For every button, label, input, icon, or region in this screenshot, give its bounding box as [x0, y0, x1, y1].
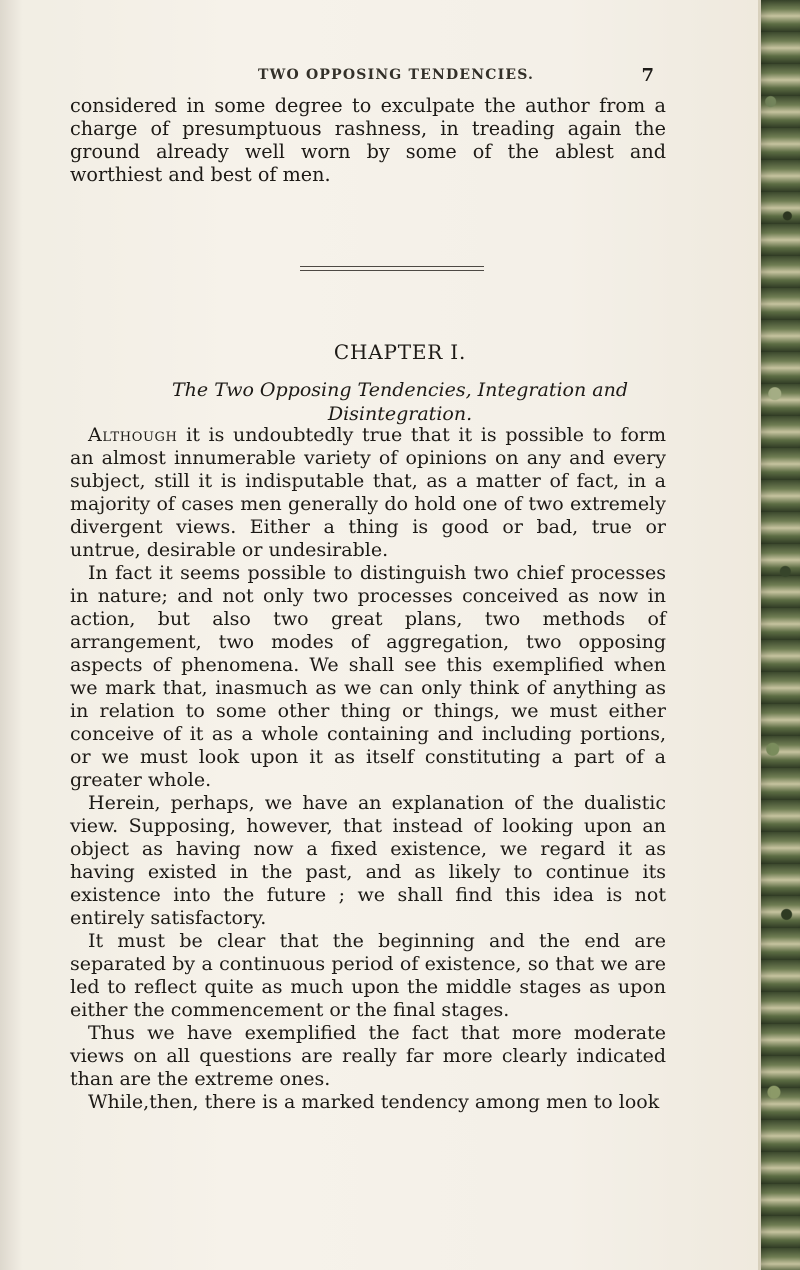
- chapter-heading: CHAPTER I.: [333, 340, 467, 364]
- page-number: 7: [641, 65, 654, 86]
- paragraph-6: While,then, there is a marked tendency among men to look: [88, 1091, 660, 1113]
- marbled-page-edge: [758, 0, 800, 1270]
- paragraph-5: Thus we have exemplified the fact that more moderate views on all questions are really far more clearly indicated than are the extreme ones.: [70, 1022, 666, 1090]
- page-gutter-shadow: [0, 0, 22, 1270]
- double-rule-divider: [300, 265, 484, 273]
- paragraph-1-text: it is undoubtedly true that it is possible to form an almost innumerable variety of opinions on any and every subject, still it is indisputable that, as a matter of fact, in a majority of cases men generally do hold one of two extremely divergent views. Either a thing is good or bad, true or untrue, desirable or undesirable.: [70, 424, 666, 561]
- paragraph-1: [70, 424, 666, 562]
- paragraph-1-lead: Although: [88, 424, 178, 446]
- intro-paragraph: considered in some degree to exculpate the author from a charge of presumptuous rashness, in treading again the ground already well worn by some of the ablest and worthiest and best of men.: [70, 94, 666, 186]
- paragraph-3: Herein, perhaps, we have an explanation of the dualistic view. Supposing, however, that instead of looking upon an object as having now a fixed existence, we regard it as having existed in the past, and as likely to continue its existence into the future ; we shall find this idea is not entirely satisfactory.: [70, 792, 666, 929]
- chapter-body: [70, 424, 666, 1114]
- running-title: TWO OPPOSING TENDENCIES.: [258, 67, 535, 83]
- running-head: [258, 67, 654, 91]
- paragraph-4: It must be clear that the beginning and the end are separated by a continuous period of existence, so that we are led to reflect quite as much upon the middle stages as upon either the commencement or the final stages.: [70, 930, 666, 1021]
- paragraph-2: In fact it seems possible to distinguish two chief processes in nature; and not only two processes conceived as now in action, but also two great plans, two methods of arrangement, two modes of aggregation, two opposing aspects of phenomena. We shall see this exemplified when we mark that, inasmuch as we can only think of anything as in relation to some other thing or things, we must either conceive of it as a whole containing and including portions, or we must look upon it as itself constituting a part of a greater whole.: [70, 562, 666, 791]
- chapter-subtitle: The Two Opposing Tendencies, Integration and Disintegration.: [172, 379, 628, 425]
